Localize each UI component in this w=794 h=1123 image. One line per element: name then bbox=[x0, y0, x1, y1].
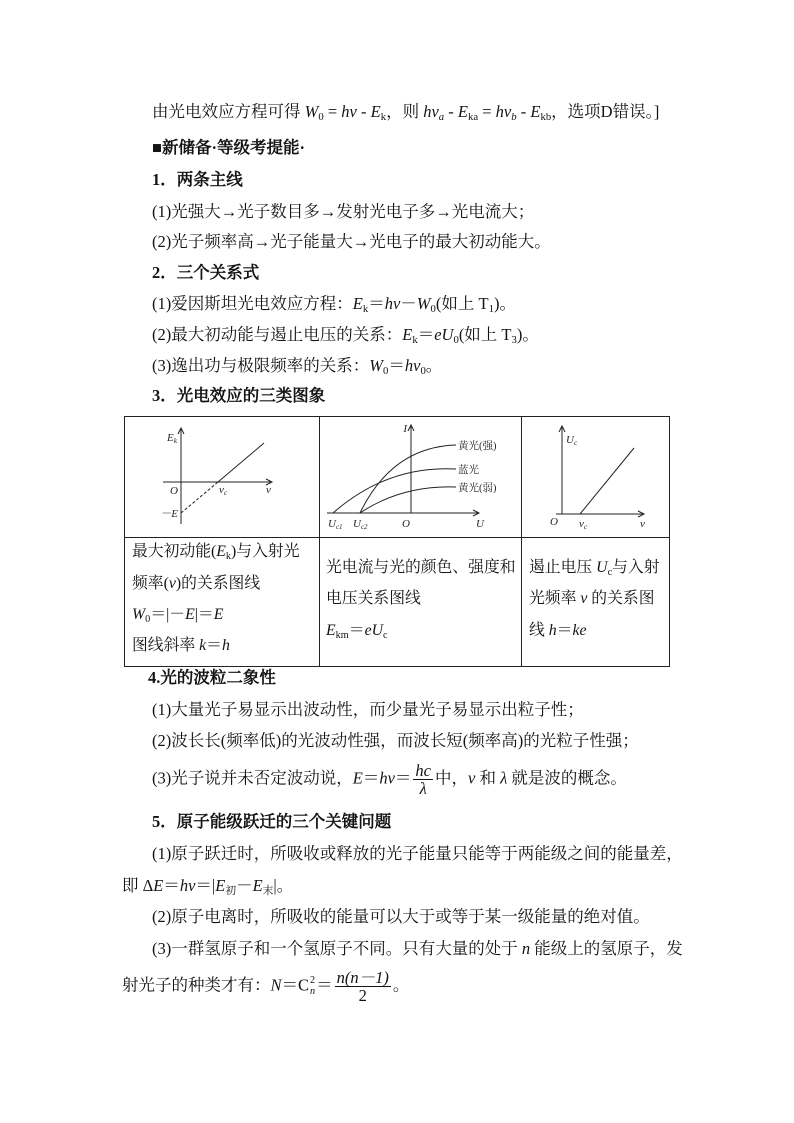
label-main: ν bbox=[579, 518, 584, 530]
label-subscript: c1 bbox=[335, 523, 343, 531]
curve-blue bbox=[333, 469, 456, 513]
subscript: 0 bbox=[145, 614, 151, 626]
text-run: ＝ bbox=[163, 876, 180, 895]
math-symbol: E bbox=[457, 102, 468, 121]
math-symbol: eU bbox=[364, 622, 384, 639]
origin-label: O bbox=[170, 485, 178, 497]
curve-label-yellow-weak: 黄光(弱) bbox=[458, 483, 497, 494]
graph-cell-ek-nu bbox=[125, 417, 320, 538]
math-symbol: hν bbox=[384, 294, 401, 313]
math-symbol: hν bbox=[404, 356, 421, 375]
origin-label: O bbox=[402, 518, 410, 530]
desc-cell-i-u bbox=[320, 538, 522, 667]
text-run: (如上 T bbox=[435, 294, 489, 313]
text-run: 。 bbox=[392, 975, 410, 995]
text-run: ＝ bbox=[556, 622, 573, 639]
subscript: k bbox=[412, 334, 418, 347]
math-symbol: ke bbox=[572, 622, 587, 639]
curve-yellow-weak bbox=[360, 487, 456, 513]
math-symbol: E bbox=[252, 876, 263, 895]
subscript: k bbox=[225, 551, 232, 563]
text-run: - bbox=[516, 102, 531, 121]
math-symbol: E bbox=[185, 606, 195, 623]
desc-line bbox=[326, 621, 388, 641]
text-run: )。 bbox=[516, 325, 539, 344]
math-symbol: W bbox=[369, 356, 383, 375]
math-symbol: E bbox=[326, 622, 336, 639]
text-run: 。 bbox=[425, 356, 443, 375]
math-symbol: E bbox=[215, 876, 226, 895]
y-axis-label bbox=[566, 434, 578, 447]
desc-line bbox=[529, 589, 655, 609]
text-run: 就是波的概念。 bbox=[507, 768, 627, 788]
section-1-title: 1．两条主线 bbox=[152, 170, 243, 189]
fraction bbox=[413, 762, 433, 797]
text-run: ＝ bbox=[348, 622, 365, 639]
desc-cell-uc-nu bbox=[522, 538, 670, 667]
math-symbol: E bbox=[402, 325, 413, 344]
subscript: k bbox=[362, 303, 369, 316]
cutoff-frequency-label bbox=[579, 518, 588, 531]
cutoff-frequency-label bbox=[219, 484, 228, 497]
math-symbol: E bbox=[370, 102, 381, 121]
math-symbol: eU bbox=[434, 325, 454, 344]
x-axis-label: U bbox=[476, 518, 484, 530]
subscript: a bbox=[438, 111, 445, 124]
dashed-extension-line bbox=[181, 482, 218, 513]
text-run: ＝ bbox=[417, 325, 435, 344]
math-symbol: hν bbox=[423, 102, 439, 121]
text-run: (3)光子说并未否定波动说， bbox=[152, 768, 353, 788]
uc-nu-graph bbox=[522, 417, 669, 537]
text-run: 由光电效应方程可得 bbox=[152, 102, 305, 121]
subscript: 初 bbox=[225, 885, 237, 898]
math-symbol: E bbox=[352, 294, 363, 313]
math-symbol: hν bbox=[341, 102, 357, 121]
transition-item-1-formula bbox=[122, 876, 293, 896]
text-run: 光频率 bbox=[529, 590, 581, 607]
label-main: E bbox=[167, 432, 174, 444]
text-run: 的关系图 bbox=[587, 590, 655, 607]
transition-item-3 bbox=[152, 939, 683, 959]
math-symbol: W bbox=[416, 294, 431, 313]
fraction bbox=[335, 969, 391, 1004]
text-run: (2)最大初动能与遏止电压的关系： bbox=[152, 325, 403, 344]
desc-cell-ek-nu bbox=[125, 538, 320, 667]
subscript: k bbox=[380, 111, 387, 124]
ek-nu-graph bbox=[125, 417, 319, 537]
label-subscript: k bbox=[173, 436, 178, 445]
math-symbol: ν bbox=[168, 575, 176, 592]
math-symbol: hν bbox=[179, 876, 196, 895]
label-main: U bbox=[353, 518, 361, 530]
text-run: )。 bbox=[493, 294, 516, 313]
x-axis-label: ν bbox=[640, 518, 645, 530]
math-symbol: ν bbox=[580, 590, 588, 607]
graph-table bbox=[124, 416, 670, 667]
desc-line bbox=[132, 542, 300, 562]
text-run: ，则 bbox=[386, 102, 424, 121]
math-symbol: k bbox=[199, 637, 207, 654]
math-symbol: n bbox=[521, 939, 531, 958]
transition-item-2: (2)原子电离时，所吸收的能量可以大于或等于某一级能量的绝对值。 bbox=[152, 907, 650, 926]
text-run: 线 bbox=[529, 622, 549, 639]
text-run: ，选项D错误。] bbox=[551, 102, 660, 121]
section-3-title: 3．光电效应的三类图象 bbox=[152, 386, 326, 405]
math-symbol: E bbox=[213, 606, 224, 623]
y-axis-label bbox=[166, 432, 178, 445]
transition-item-3-formula bbox=[122, 969, 409, 1004]
math-symbol: U bbox=[596, 559, 608, 576]
uc-nu-line bbox=[580, 448, 634, 514]
text-run: ＝|－ bbox=[150, 606, 186, 623]
relation-work-function bbox=[152, 356, 442, 376]
main-line-1: (1)光强大→光子数目多→发射光电子多→光电流大； bbox=[152, 202, 535, 221]
text-run: (1)爱因斯坦光电效应方程： bbox=[152, 294, 353, 313]
text-run: (3)一群氢原子和一个氢原子不同。只有大量的处于 bbox=[152, 939, 522, 958]
text-run: = bbox=[478, 102, 496, 121]
text-run: - bbox=[444, 102, 458, 121]
subscript: 0 bbox=[318, 111, 324, 124]
label-subscript: c bbox=[573, 438, 578, 447]
subscript: 0 bbox=[383, 365, 389, 378]
fraction-numerator: n(n－1) bbox=[336, 968, 389, 987]
subscript: 3 bbox=[511, 334, 517, 347]
label-main: ν bbox=[219, 484, 224, 496]
superscript: 2 bbox=[310, 974, 316, 986]
math-symbol: W bbox=[304, 102, 319, 121]
math-symbol: W bbox=[132, 606, 146, 623]
text-run: 频率( bbox=[132, 575, 169, 592]
math-symbol: λ bbox=[500, 768, 508, 788]
relation-kinetic-energy-voltage bbox=[152, 325, 539, 345]
text-run: ＝ bbox=[388, 356, 405, 375]
transition-item-1: (1)原子跃迁时，所吸收或释放的光子能量只能等于两能级之间的能量差， bbox=[152, 844, 683, 863]
text-run: － bbox=[400, 294, 417, 313]
text-run: ＝ bbox=[206, 637, 222, 654]
math-symbol: hν bbox=[495, 102, 512, 121]
combination-indices bbox=[310, 976, 315, 997]
fraction-denominator: 2 bbox=[358, 986, 367, 1005]
text-run: ＝ bbox=[394, 768, 412, 788]
subscript: 末 bbox=[262, 885, 274, 898]
text-run: 和 bbox=[475, 768, 501, 788]
section-4-title: 4.光的波粒二象性 bbox=[148, 668, 276, 687]
fraction-denominator: λ bbox=[419, 779, 427, 798]
text-run: 与入射 bbox=[612, 559, 660, 576]
subscript: 1 bbox=[488, 303, 494, 316]
desc-line bbox=[132, 636, 230, 656]
subscript: kb bbox=[540, 111, 552, 124]
text-run: )与入射光 bbox=[231, 543, 300, 560]
subscript: 0 bbox=[453, 334, 459, 347]
stopping-voltage-1-label bbox=[328, 518, 343, 531]
wave-particle-item-1: (1)大量光子易显示出波动性，而少量光子易显示出粒子性； bbox=[152, 700, 584, 719]
curve-label-yellow-strong: 黄光(强) bbox=[458, 441, 497, 452]
subscript: b bbox=[511, 111, 517, 124]
desc-line bbox=[529, 558, 660, 578]
math-symbol: E bbox=[352, 768, 363, 788]
section-2-title: 2．三个关系式 bbox=[152, 263, 260, 282]
subscript: 0 bbox=[420, 365, 426, 378]
origin-label: O bbox=[550, 516, 558, 528]
relation-einstein-equation bbox=[152, 294, 516, 314]
text-run: = bbox=[323, 102, 342, 121]
math-symbol: ν bbox=[468, 768, 476, 788]
text-run: - bbox=[356, 102, 371, 121]
text-run: |。 bbox=[273, 876, 294, 895]
text-run: (如上 T bbox=[458, 325, 512, 344]
text-run: |＝ bbox=[194, 606, 214, 623]
label-subscript: c2 bbox=[360, 523, 368, 531]
desc-line: 电压关系图线 bbox=[326, 590, 421, 607]
wave-particle-item-2: (2)波长长(频率低)的光波动性强，而波长短(频率高)的光粒子性强； bbox=[152, 731, 639, 750]
math-symbol: E bbox=[216, 543, 226, 560]
text-run: 射光子的种类才有： bbox=[122, 975, 271, 995]
wave-particle-item-3 bbox=[152, 762, 627, 797]
text-run: )的关系图线 bbox=[175, 575, 261, 592]
subscript: km bbox=[335, 630, 349, 642]
subscript: ka bbox=[467, 111, 479, 124]
subscript: c bbox=[607, 567, 613, 579]
desc-line: 光电流与光的颜色、强度和 bbox=[326, 559, 516, 576]
x-axis-label: ν bbox=[266, 484, 271, 496]
text-run: － bbox=[236, 876, 253, 895]
label-main: U bbox=[566, 434, 574, 446]
section-5-title: 5．原子能级跃迁的三个关键问题 bbox=[152, 812, 392, 831]
main-line-2: (2)光子频率高→光子能量大→光电子的最大初动能大。 bbox=[152, 232, 551, 251]
curve-label-blue: 蓝光 bbox=[458, 465, 479, 476]
ek-nu-line bbox=[218, 443, 264, 482]
stopping-voltage-2-label bbox=[353, 518, 368, 531]
label-main: U bbox=[328, 518, 336, 530]
answer-explanation-line bbox=[152, 102, 659, 122]
math-symbol: E bbox=[530, 102, 541, 121]
subscript: c bbox=[383, 630, 388, 642]
desc-line bbox=[529, 621, 587, 641]
label-subscript: c bbox=[583, 522, 588, 531]
desc-line bbox=[132, 605, 223, 625]
math-symbol: N bbox=[270, 975, 282, 995]
fraction-numerator: hc bbox=[415, 761, 431, 780]
subscript: 0 bbox=[430, 303, 436, 316]
math-symbol: h bbox=[548, 622, 557, 639]
text-run: 最大初动能( bbox=[132, 543, 217, 560]
graph-cell-i-u bbox=[320, 417, 522, 538]
text-run: 遏止电压 bbox=[529, 559, 597, 576]
graph-cell-uc-nu bbox=[522, 417, 670, 538]
desc-line bbox=[132, 574, 260, 594]
math-symbol: E bbox=[153, 876, 164, 895]
y-axis-label: I bbox=[403, 423, 407, 435]
i-u-graph bbox=[320, 417, 521, 537]
text-run: ＝ bbox=[362, 768, 380, 788]
y-intercept-label: －E bbox=[160, 508, 178, 520]
text-run: 图线斜率 bbox=[132, 637, 200, 654]
text-run: 能级上的氢原子，发 bbox=[530, 939, 683, 958]
text-run: 中， bbox=[435, 768, 468, 788]
label-subscript: c bbox=[223, 488, 228, 497]
text-run: (3)逸出功与极限频率的关系： bbox=[152, 356, 370, 375]
text-run: ＝ bbox=[316, 975, 333, 995]
subscript: n bbox=[310, 985, 316, 997]
math-symbol: h bbox=[221, 637, 230, 654]
text-run: 即 Δ bbox=[122, 876, 154, 895]
curve-yellow-strong bbox=[360, 445, 456, 513]
math-symbol: hν bbox=[379, 768, 395, 788]
text-run: ＝ bbox=[368, 294, 385, 313]
text-run: ＝C bbox=[281, 975, 310, 995]
section-banner: ■新储备·等级考提能· bbox=[152, 138, 305, 157]
text-run: ＝| bbox=[195, 876, 216, 895]
